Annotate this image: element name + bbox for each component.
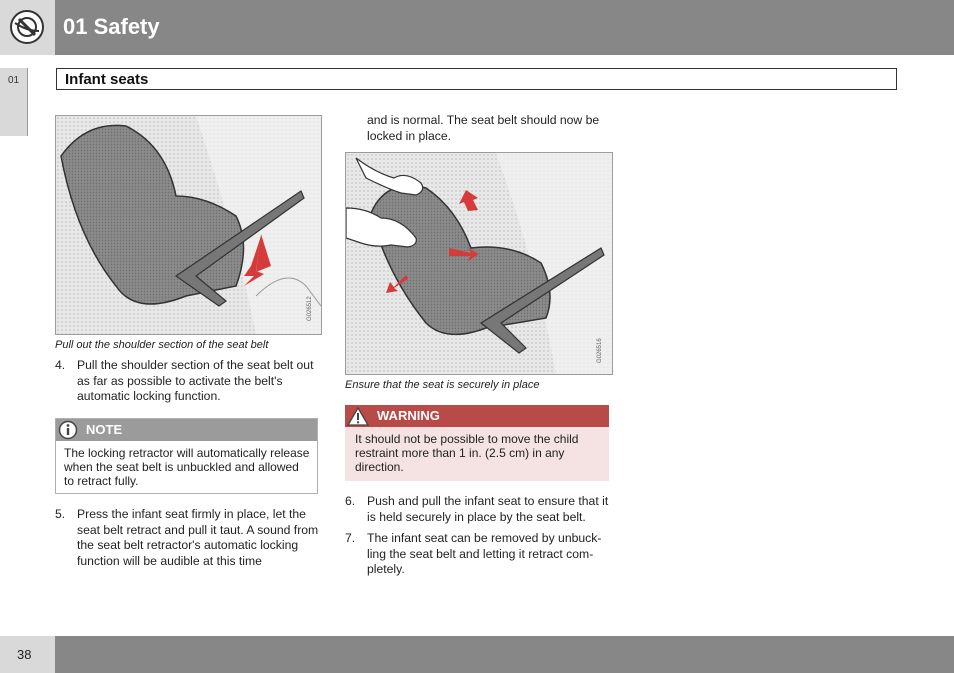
figure-seat-belt-pull (55, 115, 322, 335)
note-label: NOTE (86, 422, 123, 437)
chapter-tab-label: 01 (8, 75, 20, 86)
footer-bar (0, 636, 954, 673)
step-number: 7. (345, 531, 356, 545)
figure-seat-secure (345, 152, 613, 375)
figure-caption: Pull out the shoulder section of the seat belt (55, 339, 269, 351)
step-text: Pull the shoulder section of the seat belt out as far as possible to activate the belt's automatic locking function. (77, 358, 314, 403)
volvo-logo-icon (9, 9, 45, 45)
step-number: 4. (55, 358, 66, 372)
step-number: 5. (55, 507, 66, 521)
figure-code: G026516 (597, 338, 603, 363)
chapter-tab[interactable] (0, 68, 28, 136)
step-4 (55, 358, 323, 408)
step-5 (55, 507, 323, 571)
note-header (56, 419, 317, 441)
step-text: Push and pull the infant seat to ensure that it is held securely in place by the seat belt. (367, 494, 609, 524)
warning-box (345, 405, 609, 481)
step-text: The infant seat can be removed by unbuck-ling the seat belt and letting it retract com-pletely. (367, 531, 602, 576)
chapter-title: 01 Safety (63, 14, 160, 39)
note-text: The locking retractor will automatically release when the seat belt is unbuckled and allowed to retract fully. (64, 446, 310, 488)
figure-caption: Ensure that the seat is securely in place (345, 379, 540, 391)
info-icon (58, 420, 78, 440)
step-7 (345, 531, 613, 581)
warning-header (345, 405, 609, 427)
step-text: Press the infant seat firmly in place, let the seat belt retract and pull it taut. A sound from the seat belt retractor's automatic locking function will be audible at this time (77, 507, 319, 568)
logo-box (0, 0, 55, 55)
section-title: Infant seats (65, 71, 149, 88)
page-number: 38 (17, 647, 32, 662)
step-number: 6. (345, 494, 356, 508)
note-box (55, 418, 318, 494)
warning-text: It should not be possible to move the child restraint more than 1 in. (2.5 cm) in any direction. (355, 432, 579, 474)
section-heading (56, 68, 897, 90)
warning-triangle-icon (347, 407, 369, 426)
warning-label: WARNING (377, 408, 440, 423)
figure-code: G026512 (307, 296, 313, 321)
page-number-box (0, 636, 55, 673)
continued-paragraph: and is normal. The seat belt should now be locked in place. (367, 113, 600, 143)
step-6 (345, 494, 613, 528)
